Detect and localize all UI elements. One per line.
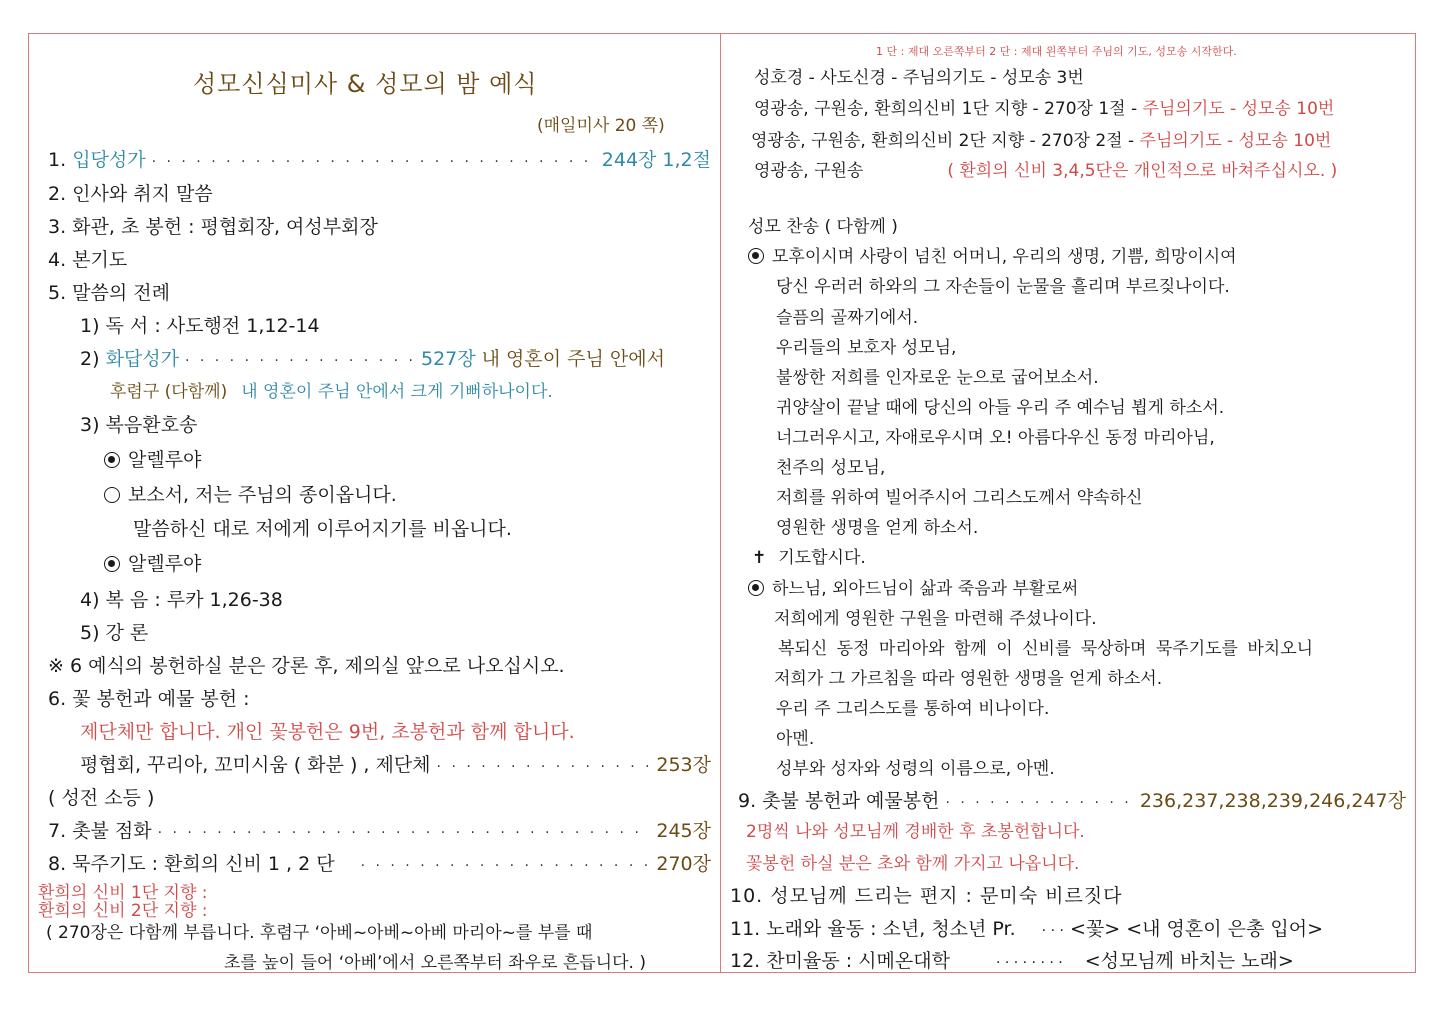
item-5-5: 5) 강 론 bbox=[80, 622, 149, 644]
filled-circle-icon bbox=[748, 580, 764, 596]
item-5: 5. 말씀의 전례 bbox=[48, 282, 170, 304]
item-5-1: 1) 독 서 : 사도행전 1,12-14 bbox=[80, 315, 320, 337]
notice: ※ 6 예식의 봉헌하실 분은 강론 후, 제의실 앞으로 나오십시오. bbox=[48, 655, 565, 677]
decade-2-intention: 환희의 신비 2단 지향 : bbox=[38, 901, 208, 921]
prayer-line: 저희에게 영원한 구원을 마련해 주셨나이다. bbox=[774, 609, 1097, 629]
item-9-note-1: 2명씩 나와 성모님께 경배한 후 초봉헌합니다. bbox=[746, 822, 1085, 842]
page-title: 성모신심미사 & 성모의 밤 예식 bbox=[193, 70, 538, 98]
item-4: 4. 본기도 bbox=[48, 249, 128, 271]
column-divider bbox=[720, 33, 721, 973]
item-12: 12. 찬미율동 : 시메온대학 · · · · · · · · <성모님께 바치는 노래> bbox=[730, 950, 1294, 972]
lights-off: ( 성전 소등 ) bbox=[48, 787, 155, 809]
item-5-2: 2) 화답성가 · · · 527장 내 영혼이 주님 안에서 bbox=[80, 347, 711, 373]
item-3: 3. 화관, 초 봉헌 : 평협회장, 여성부회장 bbox=[48, 216, 378, 238]
item-10: 10. 성모님께 드리는 편지 : 문미숙 비르짓다 bbox=[730, 885, 1123, 907]
item-5-3: 3) 복음환호송 bbox=[80, 414, 198, 436]
decade-1-intention: 환희의 신비 1단 지향 : bbox=[38, 883, 208, 903]
hymn-line: 슬픔의 골짜기에서. bbox=[776, 308, 919, 328]
top-note: 1 단 : 제대 오른쪽부터 2 단 : 제대 왼쪽부터 주님의 기도, 성모송 시작한다. bbox=[876, 45, 1237, 58]
rosary-line-2: 영광송, 구원송, 환희의신비 1단 지향 - 270장 1절 - 주님의기도 - 성모송 10번 bbox=[754, 99, 1335, 119]
prayer-line: 저희가 그 가르침을 따라 영원한 생명을 얻게 하소서. bbox=[774, 669, 1163, 689]
rosary-line-1: 성호경 - 사도신경 - 주님의기도 - 성모송 3번 bbox=[754, 68, 1084, 88]
let-us-pray: ✝ 기도합시다. bbox=[752, 548, 866, 568]
subtitle: (매일미사 20 쪽) bbox=[537, 116, 665, 136]
item-2: 2. 인사와 취지 말씀 bbox=[48, 183, 213, 205]
alleluia-2: 알렐루야 bbox=[104, 552, 201, 576]
item-5-4: 4) 복 음 : 루카 1,26-38 bbox=[80, 589, 283, 611]
item-6-groups: 평협회, 꾸리아, 꼬미시움 ( 화분 ) , 제단체 · · · 253장 bbox=[80, 753, 711, 779]
item-9-note-2: 꽃봉헌 하실 분은 초와 함께 가지고 나옵니다. bbox=[746, 854, 1080, 874]
note-line-2: 초를 높이 들어 ‘아베’에서 오른쪽부터 좌우로 흔듭니다. ) bbox=[224, 953, 646, 973]
item-7: 7. 촛불 점화 · · · 245장 bbox=[48, 819, 711, 845]
empty-circle-icon bbox=[104, 487, 120, 503]
cross-icon: ✝ bbox=[752, 548, 767, 568]
filled-circle-icon bbox=[104, 556, 120, 572]
item-1: 1. 입당성가 · · · 244장 1,2절 bbox=[48, 148, 711, 174]
hymn-line: 모후이시며 사랑이 넘친 어머니, 우리의 생명, 기쁨, 희망이시여 bbox=[748, 245, 1237, 269]
filled-circle-icon bbox=[748, 248, 764, 264]
rosary-line-3: 영광송, 구원송, 환희의신비 2단 지향 - 270장 2절 - 주님의기도 - 성모송 10번 bbox=[751, 131, 1332, 151]
alleluia-1: 알렐루야 bbox=[104, 448, 201, 472]
prayer-line: 하느님, 외아드님이 삶과 죽음과 부활로써 bbox=[748, 577, 1078, 601]
filled-circle-icon bbox=[104, 452, 120, 468]
prayer-line: 우리 주 그리스도를 통하여 비나이다. bbox=[776, 699, 1050, 719]
item-11: 11. 노래와 율동 : 소년, 청소년 Pr. · · · <꽃> <내 영혼이 은총 입어> bbox=[730, 918, 1324, 940]
verse-line-2: 말씀하신 대로 저에게 이루어지기를 비옵니다. bbox=[133, 518, 512, 540]
hymn-line: 귀양살이 끝날 때에 당신의 아들 우리 주 예수님 뵙게 하소서. bbox=[776, 398, 1225, 418]
hymn-line: 영원한 생명을 얻게 하소서. bbox=[776, 518, 979, 538]
hymn-line: 우리들의 보호자 성모님, bbox=[776, 338, 957, 358]
verse-line-1: 보소서, 저는 주님의 종이옵니다. bbox=[104, 483, 397, 507]
hymn-line: 천주의 성모님, bbox=[776, 458, 886, 478]
hymn-line: 불쌍한 저희를 인자로운 눈으로 굽어보소서. bbox=[776, 368, 1099, 388]
item-6: 6. 꽃 봉헌과 예물 봉헌 : bbox=[48, 688, 250, 710]
rosary-line-4: 영광송, 구원송 ( 환희의 신비 3,4,5단은 개인적으로 바쳐주십시오. ) bbox=[754, 161, 1338, 181]
refrain: 후렴구 (다함께) 내 영혼이 주님 안에서 크게 기뻐하나이다. bbox=[110, 382, 553, 402]
item-6-note: 제단체만 합니다. 개인 꽃봉헌은 9번, 초봉헌과 함께 합니다. bbox=[80, 721, 575, 743]
prayer-line: 아멘. bbox=[776, 729, 815, 749]
hymn-line: 당신 우러러 하와의 그 자손들이 눈물을 흘리며 부르짖나이다. bbox=[776, 277, 1230, 297]
item-8: 8. 묵주기도 : 환희의 신비 1 , 2 단 · · · 270장 bbox=[48, 852, 711, 878]
prayer-line: 성부와 성자와 성령의 이름으로, 아멘. bbox=[776, 759, 1055, 779]
item-9: 9. 촛불 봉헌과 예물봉헌 · · · 236,237,238,239,246,247장 bbox=[738, 789, 1406, 815]
note-line-1: ( 270장은 다함께 부릅니다. 후렴구 ‘아베~아베~아베 마리아~를 부를 때 bbox=[46, 923, 593, 943]
prayer-line: 복되신 동정 마리아와 함께 이 신비를 묵상하며 묵주기도를 바치오니 bbox=[778, 639, 1314, 659]
hymn-line: 저희를 위하여 빌어주시어 그리스도께서 약속하신 bbox=[776, 488, 1143, 508]
hymn-title: 성모 찬송 ( 다함께 ) bbox=[748, 217, 898, 237]
hymn-line: 너그러우시고, 자애로우시며 오! 아름다우신 동정 마리아님, bbox=[776, 428, 1215, 448]
